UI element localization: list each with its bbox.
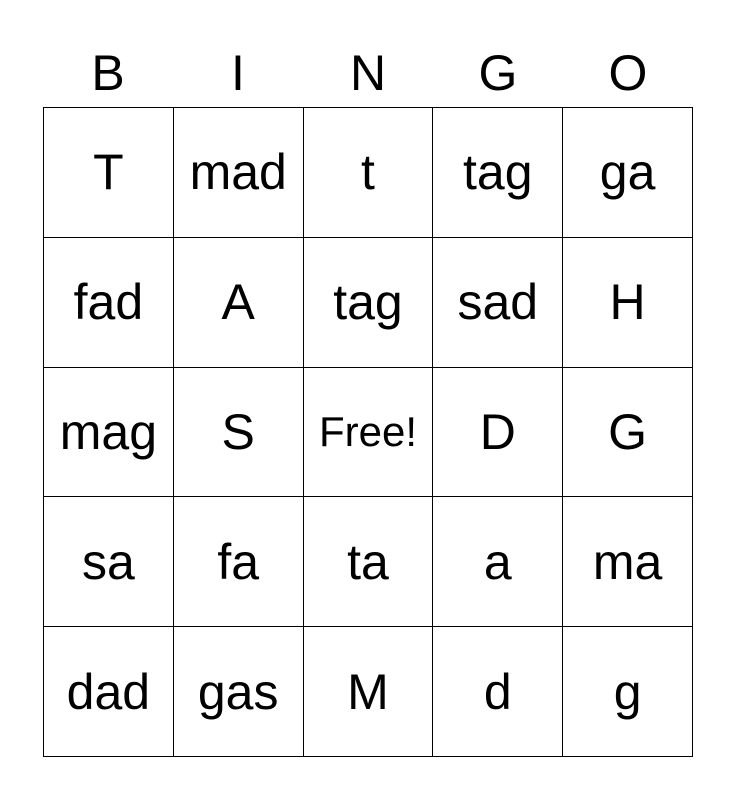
bingo-header <box>43 40 693 106</box>
bingo-grid <box>43 107 693 757</box>
bingo-cell: mag <box>44 368 174 498</box>
bingo-cell: sad <box>433 238 563 368</box>
bingo-cell: S <box>174 368 304 498</box>
free-space-cell: Free! <box>304 368 434 498</box>
bingo-cell: A <box>174 238 304 368</box>
bingo-cell: D <box>433 368 563 498</box>
header-letter-n: N <box>349 45 387 101</box>
header-letter-i: I <box>231 45 245 101</box>
bingo-cell: g <box>563 627 693 757</box>
bingo-cell: a <box>433 497 563 627</box>
bingo-cell: d <box>433 627 563 757</box>
bingo-cell: G <box>563 368 693 498</box>
bingo-cell: fad <box>44 238 174 368</box>
bingo-cell: fa <box>174 497 304 627</box>
bingo-cell: T <box>44 108 174 238</box>
bingo-cell: M <box>304 627 434 757</box>
bingo-cell: sa <box>44 497 174 627</box>
bingo-cell: tag <box>433 108 563 238</box>
header-letter-g: G <box>478 45 518 101</box>
bingo-cell: gas <box>174 627 304 757</box>
bingo-cell: tag <box>304 238 434 368</box>
bingo-cell: ga <box>563 108 693 238</box>
bingo-cell: t <box>304 108 434 238</box>
bingo-cell: ta <box>304 497 434 627</box>
header-letter-b: B <box>91 45 125 101</box>
bingo-cell: ma <box>563 497 693 627</box>
header-letter-o: O <box>608 45 648 101</box>
bingo-cell: dad <box>44 627 174 757</box>
bingo-cell: mad <box>174 108 304 238</box>
bingo-cell: H <box>563 238 693 368</box>
